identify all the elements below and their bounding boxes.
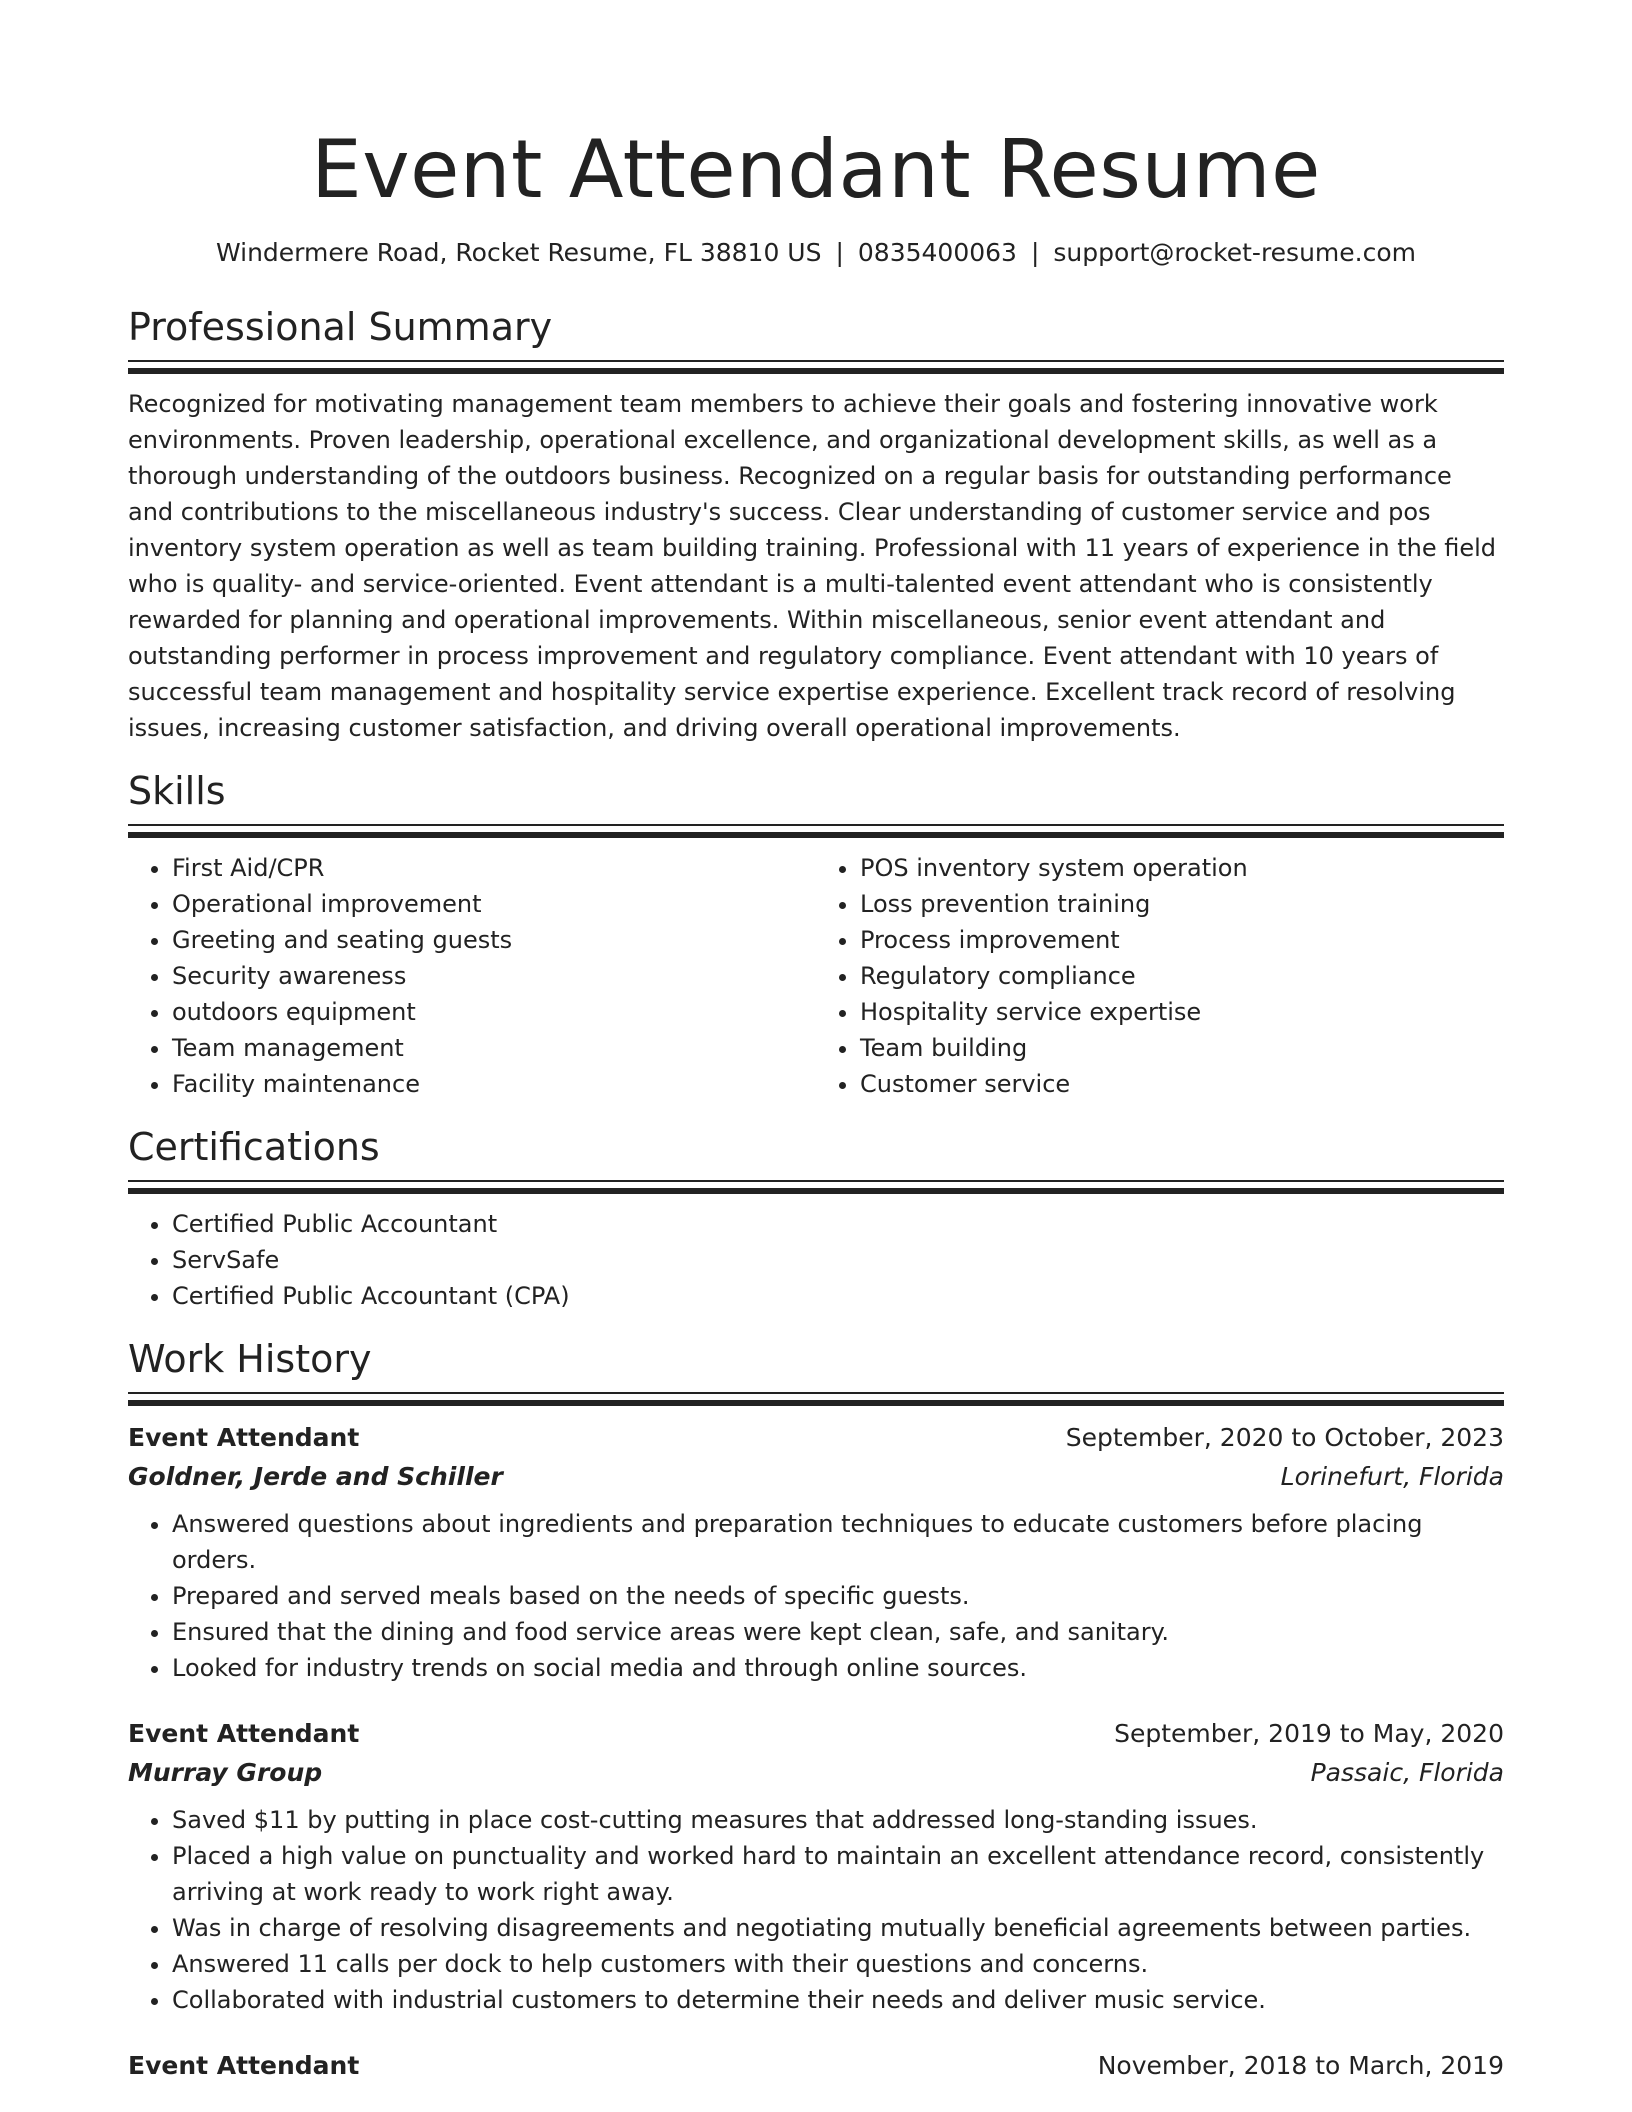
job-entry: [128, 2046, 1504, 2085]
certifications-section: [128, 1124, 1504, 1314]
job-bullets: [128, 1506, 1504, 1686]
email-address: support@rocket-resume.com: [1053, 238, 1417, 267]
phone-number: 0835400063: [857, 238, 1017, 267]
skill-item: • Facility maintenance: [172, 1066, 816, 1102]
summary-text: Recognized for motivating management team members to achieve their goals and fostering innovative work environments. Proven leadership, operational excellence, and organizational development skills, as well as a thorough understanding of the outdoors business. Recognized on a regular basis for outstanding performance and contributions to the miscellaneous industry's success. Clear understanding of customer service and pos inventory system operation as well as team building training. Professional with 11 years of experience in the field who is quality- and service-oriented. Event attendant is a multi-talented event attendant who is consistently rewarded for planning and operational improvements. Within miscellaneous, senior event attendant and outstanding performer in process improvement and regulatory compliance. Event attendant with 10 years of successful team management and hospitality service expertise experience. Excellent track record of resolving issues, increasing customer satisfaction, and driving overall operational improvements.: [128, 390, 1496, 742]
skill-item: • Hospitality service expertise: [860, 994, 1504, 1030]
section-divider: [128, 1180, 1504, 1194]
contact-separator: |: [1030, 238, 1040, 267]
work-history-section: [128, 1336, 1504, 2085]
job-dates: September, 2020 to October, 2023: [1065, 1423, 1504, 1452]
section-divider: [128, 1392, 1504, 1406]
section-heading-work-history: Work History: [128, 1337, 372, 1381]
contact-separator: |: [835, 238, 844, 267]
skills-list-left: [128, 850, 816, 1102]
job-bullet: • Looked for industry trends on social media and through online sources.: [172, 1650, 1504, 1686]
job-title: Event Attendant: [128, 2051, 360, 2080]
job-bullet: • Was in charge of resolving disagreements and negotiating mutually beneficial agreements between parties.: [172, 1910, 1504, 1946]
job-dates: November, 2018 to March, 2019: [1097, 2051, 1504, 2080]
certification-item: • Certified Public Accountant (CPA): [172, 1278, 1504, 1314]
job-dates: September, 2019 to May, 2020: [1114, 1719, 1504, 1748]
skills-list-right: [816, 850, 1504, 1102]
job-bullet: • Collaborated with industrial customers to determine their needs and deliver music service.: [172, 1982, 1504, 2018]
job-bullet: • Ensured that the dining and food service areas were kept clean, safe, and sanitary.: [172, 1614, 1504, 1650]
skill-item: • Operational improvement: [172, 886, 816, 922]
skill-item: • Loss prevention training: [860, 886, 1504, 922]
skill-item: • Team management: [172, 1030, 816, 1066]
job-title: Event Attendant: [128, 1719, 360, 1748]
job-entry: [128, 1714, 1504, 2018]
certifications-list: [128, 1206, 1504, 1314]
section-divider: [128, 824, 1504, 838]
skill-item: • Process improvement: [860, 922, 1504, 958]
job-company: Murray Group: [128, 1758, 323, 1787]
skill-item: • POS inventory system operation: [860, 850, 1504, 886]
summary-section: [128, 304, 1504, 746]
section-divider: [128, 360, 1504, 374]
job-location: Passaic, Florida: [1310, 1758, 1504, 1787]
skill-item: • Security awareness: [172, 958, 816, 994]
skill-item: • First Aid/CPR: [172, 850, 816, 886]
job-location: Lorinefurt, Florida: [1280, 1462, 1504, 1491]
resume-title: Event Attendant Resume: [311, 123, 1321, 216]
section-heading-summary: Professional Summary: [128, 305, 553, 349]
job-title: Event Attendant: [128, 1423, 360, 1452]
skill-item: • Team building: [860, 1030, 1504, 1066]
job-bullet: • Placed a high value on punctuality and worked hard to maintain an excellent attendance record, consistently arriving at work ready to work right away.: [172, 1838, 1504, 1910]
skills-grid: [128, 850, 1504, 1102]
skills-section: [128, 768, 1504, 1102]
certification-item: • ServSafe: [172, 1242, 1504, 1278]
skill-item: • Regulatory compliance: [860, 958, 1504, 994]
job-company: Goldner, Jerde and Schiller: [128, 1462, 503, 1491]
job-bullet: • Answered questions about ingredients and preparation techniques to educate customers before placing orders.: [172, 1506, 1504, 1578]
skill-item: • Customer service: [860, 1066, 1504, 1102]
section-heading-certifications: Certifications: [128, 1125, 380, 1169]
section-heading-skills: Skills: [128, 769, 226, 813]
skill-item: • Greeting and seating guests: [172, 922, 816, 958]
contact-line: [128, 236, 1504, 270]
skill-item: • outdoors equipment: [172, 994, 816, 1030]
job-bullet: • Answered 11 calls per dock to help customers with their questions and concerns.: [172, 1946, 1504, 1982]
job-bullet: • Saved $11 by putting in place cost-cutting measures that addressed long-standing issues.: [172, 1802, 1504, 1838]
certification-item: • Certified Public Accountant: [172, 1206, 1504, 1242]
job-entry: [128, 1418, 1504, 1686]
job-bullets: [128, 1802, 1504, 2018]
job-bullet: • Prepared and served meals based on the needs of specific guests.: [172, 1578, 1504, 1614]
address: Windermere Road, Rocket Resume, FL 38810 US: [215, 238, 822, 267]
